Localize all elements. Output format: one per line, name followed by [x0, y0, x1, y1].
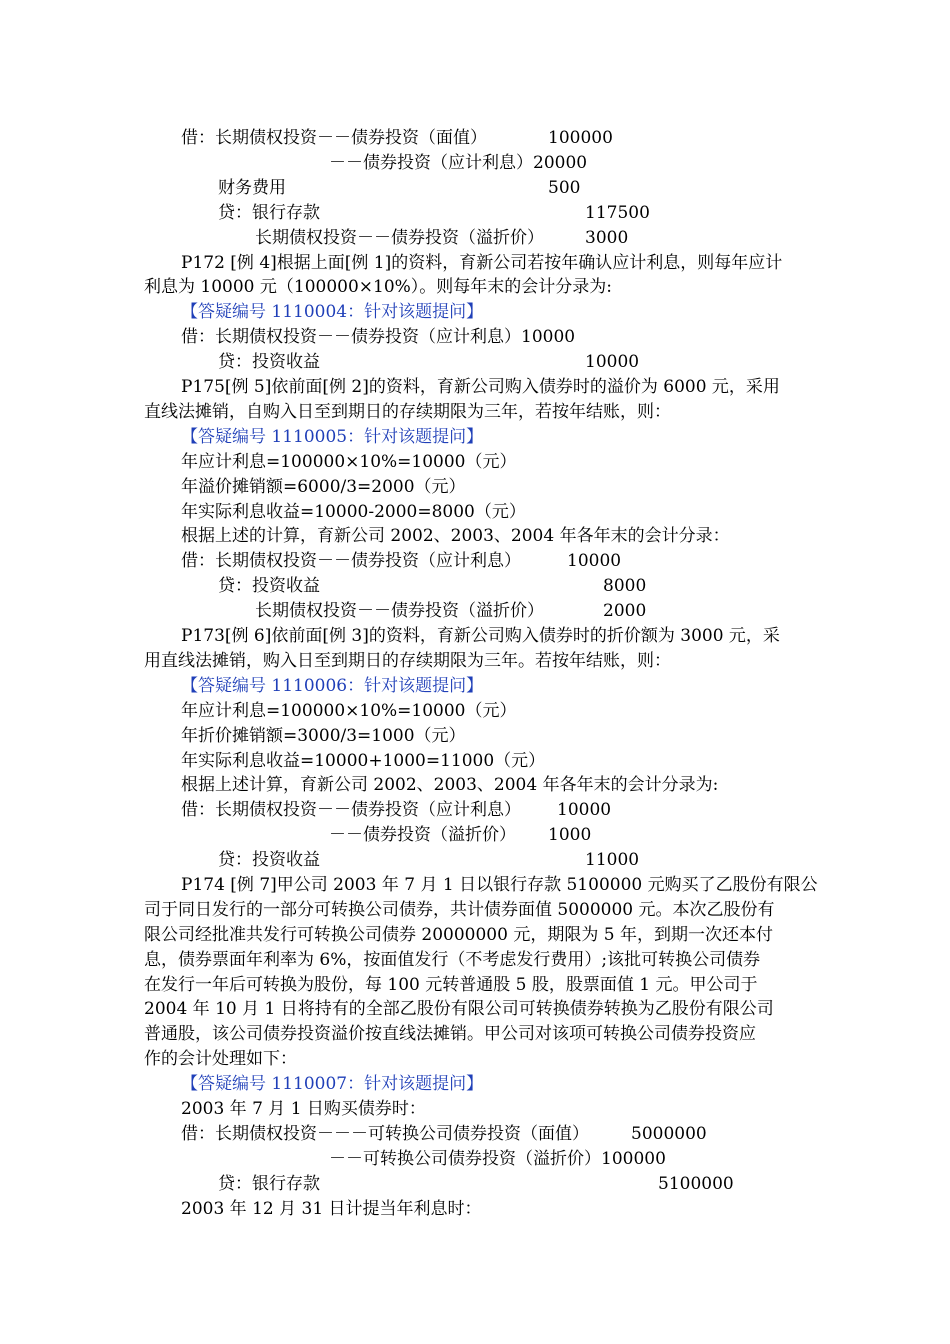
paragraph-line: 限公司经批准共发行可转换公司债券 20000000 元，期限为 5 年，到期一次还本付	[144, 925, 773, 945]
paragraph-line: P174 [例 7]甲公司 2003 年 7 月 1 日以银行存款 5100000 元购买了乙股份有限公	[181, 875, 818, 895]
calculation-line: 年应计利息=100000×10%=10000（元）	[181, 452, 517, 472]
entry-amount: 500	[548, 178, 581, 198]
paragraph-line: 用直线法摊销，购入日至到期日的存续期限为三年。若按年结账，则：	[144, 651, 671, 671]
paragraph-line: P175[例 5]依前面[例 2]的资料，育新公司购入债券时的溢价为 6000 元，采用	[181, 377, 780, 397]
entry-debit-line: 借：长期债权投资－－债券投资（应计利息）10000	[181, 327, 576, 347]
paragraph-line: 作的会计处理如下：	[144, 1049, 297, 1069]
entry-sub-line: －－债券投资（应计利息）20000	[329, 153, 588, 173]
entry-amount: 10000	[557, 800, 612, 820]
qa-question-link[interactable]: 【答疑编号 1110005：针对该题提问】	[181, 427, 484, 447]
qa-question-link[interactable]: 【答疑编号 1110006：针对该题提问】	[181, 676, 484, 696]
entry-debit-line: 借：长期债权投资－－债券投资（面值）	[181, 128, 487, 148]
entry-amount: 1000	[548, 825, 592, 845]
entry-debit-line: 借：长期债权投资－－债券投资（应计利息）	[181, 800, 521, 820]
qa-question-link[interactable]: 【答疑编号 1110007：针对该题提问】	[181, 1074, 484, 1094]
entry-credit-line: 贷：投资收益	[218, 352, 320, 372]
paragraph-line: 利息为 10000 元（100000×10%）。则每年末的会计分录为:	[144, 277, 613, 297]
entry-amount: 10000	[567, 551, 622, 571]
paragraph-line: 普通股，该公司债券投资溢价按直线法摊销。甲公司对该项可转换公司债券投资应	[144, 1024, 756, 1044]
entry-amount: 3000	[585, 228, 629, 248]
paragraph-line: 直线法摊销，自购入日至到期日的存续期限为三年，若按年结账，则：	[144, 402, 671, 422]
paragraph-line: 息，债券票面年利率为 6%，按面值发行（不考虑发行费用）;该批可转换公司债券	[144, 950, 761, 970]
entry-amount: 5000000	[631, 1124, 707, 1144]
entry-amount: 100000	[548, 128, 613, 148]
entry-debit-line: 借：长期债权投资－－债券投资（应计利息）	[181, 551, 521, 571]
paragraph-line: P172 [例 4]根据上面[例 1]的资料，育新公司若按年确认应计利息，则每年应计	[181, 253, 783, 273]
paragraph-line: 司于同日发行的一部分可转换公司债券，共计债券面值 5000000 元。本次乙股份有	[144, 900, 775, 920]
entry-sub-line: －－可转换公司债券投资（溢折价）100000	[329, 1149, 666, 1169]
qa-question-link[interactable]: 【答疑编号 1110004：针对该题提问】	[181, 302, 484, 322]
entry-amount: 5100000	[658, 1174, 734, 1194]
paragraph-line: P173[例 6]依前面[例 3]的资料，育新公司购入债券时的折价额为 3000 元，采	[181, 626, 780, 646]
entry-debit-line: 借：长期债权投资－－－可转换公司债券投资（面值）	[181, 1124, 589, 1144]
entry-credit-line: 贷：银行存款	[218, 1174, 320, 1194]
entry-amount: 10000	[585, 352, 640, 372]
calculation-line: 年实际利息收益=10000+1000=11000（元）	[181, 751, 546, 771]
entry-amount: 11000	[585, 850, 640, 870]
paragraph-line: 2004 年 10 月 1 日将持有的全部乙股份有限公司可转换债券转换为乙股份有限公司	[144, 999, 774, 1019]
calculation-line: 年实际利息收益=10000-2000=8000（元）	[181, 502, 526, 522]
paragraph-line: 2003 年 7 月 1 日购买债券时：	[181, 1099, 426, 1119]
calculation-line: 年溢价摊销额=6000/3=2000（元）	[181, 477, 466, 497]
entry-credit-line: 贷：投资收益	[218, 576, 320, 596]
entry-credit-sub-line: 长期债权投资－－债券投资（溢折价）	[255, 601, 544, 621]
entry-amount: 117500	[585, 203, 650, 223]
entry-credit-sub-line: 长期债权投资－－债券投资（溢折价）	[255, 228, 544, 248]
calculation-line: 年应计利息=100000×10%=10000（元）	[181, 701, 517, 721]
entry-amount: 2000	[603, 601, 647, 621]
paragraph-line: 在发行一年后可转换为股份，每 100 元转普通股 5 股，股票面值 1 元。甲公司于	[144, 975, 758, 995]
entry-sub-line: －－债券投资（溢折价）	[329, 825, 516, 845]
calculation-line: 年折价摊销额=3000/3=1000（元）	[181, 726, 466, 746]
entry-credit-line: 贷：银行存款	[218, 203, 320, 223]
entry-credit-line: 贷：投资收益	[218, 850, 320, 870]
entry-amount: 8000	[603, 576, 647, 596]
entry-line: 财务费用	[218, 178, 286, 198]
paragraph-line: 根据上述计算，育新公司 2002、2003、2004 年各年末的会计分录为:	[181, 775, 719, 795]
paragraph-line: 根据上述的计算，育新公司 2002、2003、2004 年各年末的会计分录：	[181, 526, 730, 546]
paragraph-line: 2003 年 12 月 31 日计提当年利息时：	[181, 1199, 482, 1219]
